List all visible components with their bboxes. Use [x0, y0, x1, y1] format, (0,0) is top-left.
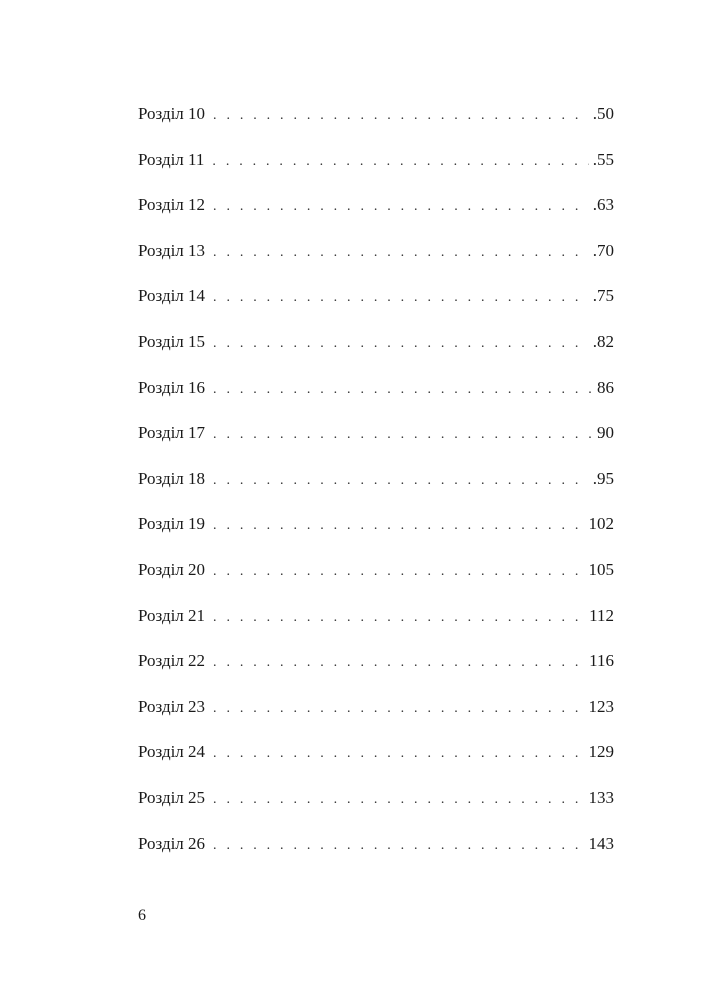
toc-entry-label: Розділ 15 [138, 331, 206, 351]
toc-entry-page: 102 [588, 514, 614, 534]
toc-entry[interactable] [138, 190, 614, 236]
toc-dot-leader [213, 557, 584, 587]
table-of-contents [138, 99, 614, 874]
toc-entry-page: 112 [589, 605, 614, 625]
toc-entry-label: Розділ 18 [138, 468, 206, 488]
toc-entry[interactable] [138, 418, 614, 464]
toc-entry-page: .95 [592, 468, 614, 488]
toc-dot-leader [212, 147, 588, 177]
toc-entry[interactable] [138, 783, 614, 829]
toc-dot-leader [213, 603, 585, 633]
toc-entry-label: Розділ 17 [138, 423, 206, 443]
toc-entry[interactable] [138, 99, 614, 145]
toc-dot-leader [213, 238, 589, 268]
toc-entry-label: Розділ 13 [138, 240, 206, 260]
toc-entry[interactable] [138, 692, 614, 738]
toc-entry-page: 90 [597, 423, 614, 443]
page-number: 6 [138, 907, 146, 924]
toc-entry-page: 105 [588, 559, 614, 579]
toc-entry[interactable] [138, 145, 614, 191]
toc-entry-label: Розділ 10 [138, 104, 206, 123]
toc-entry-label: Розділ 21 [138, 605, 206, 625]
toc-entry-label: Розділ 19 [138, 514, 206, 534]
toc-entry[interactable] [138, 737, 614, 783]
toc-entry[interactable] [138, 555, 614, 601]
toc-entry[interactable] [138, 829, 614, 875]
toc-entry-label: Розділ 22 [138, 651, 206, 671]
toc-dot-leader [213, 466, 589, 496]
toc-entry[interactable] [138, 236, 614, 282]
toc-entry-label: Розділ 11 [138, 149, 205, 169]
toc-entry-page: 143 [588, 833, 614, 853]
toc-entry-label: Розділ 12 [138, 195, 206, 215]
toc-dot-leader [213, 648, 585, 678]
toc-entry-page: .82 [592, 331, 614, 351]
toc-entry[interactable] [138, 509, 614, 555]
toc-entry-label: Розділ 14 [138, 286, 206, 306]
toc-entry-label: Розділ 23 [138, 696, 206, 716]
toc-dot-leader [213, 511, 584, 541]
toc-entry[interactable] [138, 281, 614, 327]
toc-entry-page: .70 [592, 240, 614, 260]
toc-entry-label: Розділ 16 [138, 377, 206, 397]
toc-entry-label: Розділ 26 [138, 833, 206, 853]
toc-entry-page: .50 [592, 104, 614, 123]
toc-dot-leader [213, 283, 589, 313]
toc-dot-leader [213, 329, 589, 359]
toc-dot-leader [213, 785, 584, 815]
toc-entry[interactable] [138, 646, 614, 692]
toc-dot-leader [213, 192, 589, 222]
toc-entry-page: .55 [592, 149, 614, 169]
toc-entry[interactable] [138, 373, 614, 419]
toc-entry-label: Розділ 25 [138, 787, 206, 807]
toc-entry[interactable] [138, 327, 614, 373]
toc-entry-label: Розділ 24 [138, 742, 206, 762]
toc-entry-page: 133 [588, 787, 614, 807]
toc-entry-page: .63 [592, 195, 614, 215]
toc-entry-page: 129 [588, 742, 614, 762]
toc-dot-leader [213, 694, 584, 724]
toc-entry-page: 123 [588, 696, 614, 716]
toc-entry[interactable] [138, 601, 614, 647]
toc-entry-page: .75 [592, 286, 614, 306]
toc-dot-leader [213, 375, 593, 405]
toc-entry-label: Розділ 20 [138, 559, 206, 579]
toc-entry[interactable] [138, 464, 614, 510]
toc-dot-leader [213, 739, 584, 769]
toc-entry-page: 116 [589, 651, 614, 671]
toc-dot-leader [213, 101, 589, 131]
toc-dot-leader [213, 831, 584, 861]
toc-entry-page: 86 [597, 377, 614, 397]
toc-dot-leader [213, 420, 593, 450]
